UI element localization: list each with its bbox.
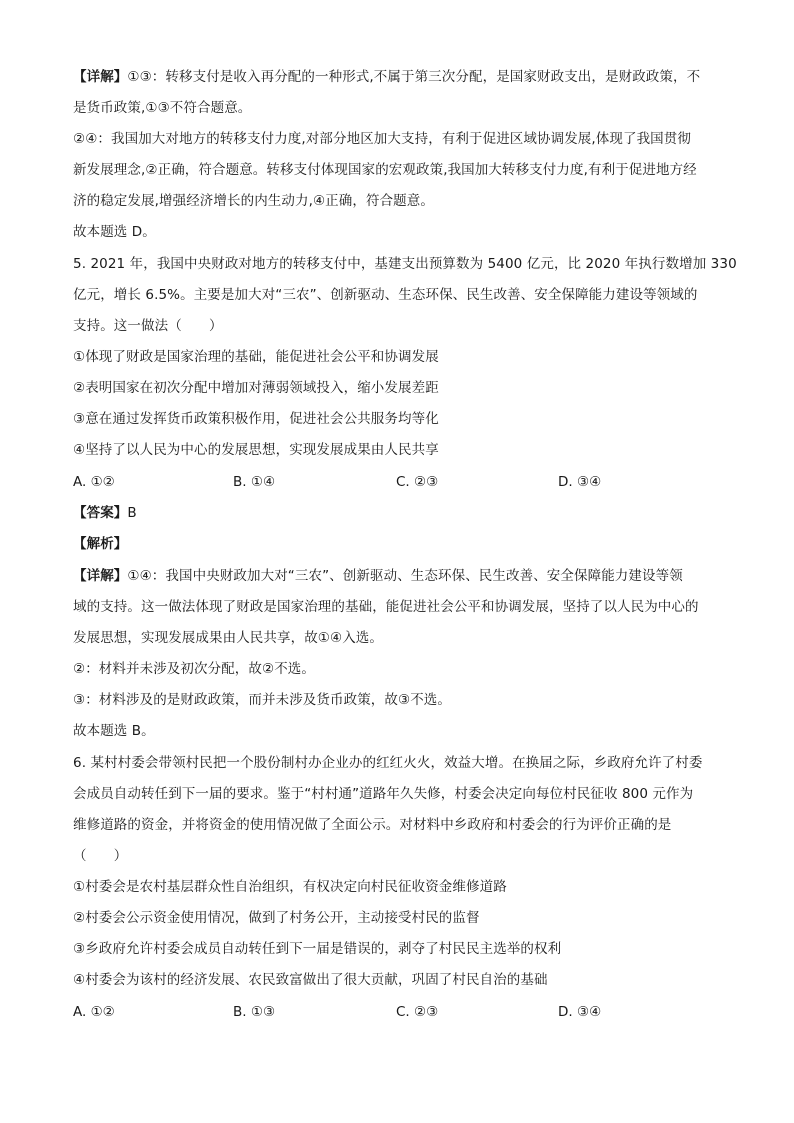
q5-item-3: ③意在通过发挥货币政策积极作用，促进社会公共服务均等化	[73, 411, 439, 427]
q5-stem-line-1: 5. 2021 年，我国中央财政对地方的转移支付中，基建支出预算数为 5400 亿元，比 2020 年执行数增加 330	[73, 256, 737, 272]
q5-answer-value: B	[127, 505, 137, 521]
q4-detail-line-2: 是货币政策,①③不符合题意。	[73, 100, 252, 116]
q6-item-2: ②村委会公示资金使用情况，做到了村务公开，主动接受村民的监督	[73, 910, 480, 926]
q5-stem-line-3: 支持。这一做法（ ）	[73, 318, 223, 334]
q4-detail-text-1: ①③：转移支付是收入再分配的一种形式,不属于第三次分配，是国家财政支出，是财政政策，不	[127, 69, 701, 85]
q4-detail-line-1	[73, 67, 700, 87]
q4-detail-tag: 【详解】	[73, 69, 128, 85]
q6-item-3: ③乡政府允许村委会成员自动转任到下一届是错误的，剥夺了村民民主选举的权利	[73, 941, 562, 957]
q5-detail-line-2: 域的支持。这一做法体现了财政是国家治理的基础，能促进社会公平和协调发展，坚持了以人民为中心的	[73, 599, 699, 615]
q6-options	[73, 1002, 733, 1022]
q5-stem-line-2: 亿元，增长 6.5%。主要是加大对“三农”、创新驱动、生态环保、民生改善、安全保障能力建设等领域的	[73, 287, 698, 303]
q6-item-4: ④村委会为该村的经济发展、农民致富做出了很大贡献，巩固了村民自治的基础	[73, 972, 548, 988]
q4-conclusion: 故本题选 D。	[73, 224, 156, 240]
q6-stem-line-4: （ ）	[73, 848, 128, 864]
q4-detail-line-5: 济的稳定发展,增强经济增长的内生动力,④正确，符合题意。	[73, 193, 434, 209]
q5-answer-tag: 【答案】	[73, 505, 128, 521]
q5-detail-line-5: ③：材料涉及的是财政政策，而并未涉及货币政策，故③不选。	[73, 692, 452, 708]
q5-item-1: ①体现了财政是国家治理的基础，能促进社会公平和协调发展	[73, 349, 439, 365]
q6-option-c: C. ②③	[396, 1004, 439, 1020]
q6-option-d: D. ③④	[558, 1004, 602, 1020]
q5-answer	[73, 503, 137, 523]
q6-item-1: ①村委会是农村基层群众性自治组织，有权决定向村民征收资金维修道路	[73, 879, 507, 895]
q5-item-4: ④坚持了以人民为中心的发展思想，实现发展成果由人民共享	[73, 442, 439, 458]
q6-option-a: A. ①②	[73, 1004, 115, 1020]
q5-option-a: A. ①②	[73, 474, 115, 490]
q5-detail-line-1	[73, 566, 683, 586]
q5-detail-text-1: ①④：我国中央财政加大对“三农”、创新驱动、生态环保、民生改善、安全保障能力建设等领	[127, 568, 683, 584]
q6-stem-line-2: 会成员自动转任到下一届的要求。鉴于“村村通”道路年久失修，村委会决定向每位村民征收 800 元作为	[73, 786, 694, 802]
q6-stem-line-3: 维修道路的资金，并将资金的使用情况做了全面公示。对材料中乡政府和村委会的行为评价正确的是	[73, 817, 672, 833]
q5-option-b: B. ①④	[233, 474, 276, 490]
q5-detail-line-4: ②：材料并未涉及初次分配，故②不选。	[73, 661, 316, 677]
q4-detail-line-4: 新发展理念,②正确，符合题意。转移支付体现国家的宏观政策,我国加大转移支付力度,有利于促进地方经	[73, 162, 697, 178]
q5-analysis-tag: 【解析】	[73, 536, 128, 552]
q5-options	[73, 472, 733, 492]
q5-item-2: ②表明国家在初次分配中增加对薄弱领域投入，缩小发展差距	[73, 380, 439, 396]
q6-option-b: B. ①③	[233, 1004, 276, 1020]
q5-detail-tag: 【详解】	[73, 568, 128, 584]
q4-detail-line-3: ②④：我国加大对地方的转移支付力度,对部分地区加大支持，有利于促进区域协调发展,体现了我国贯彻	[73, 131, 691, 147]
q5-option-d: D. ③④	[558, 474, 602, 490]
q5-option-c: C. ②③	[396, 474, 439, 490]
q5-conclusion: 故本题选 B。	[73, 723, 155, 739]
q6-stem-line-1: 6. 某村村委会带领村民把一个股份制村办企业办的红红火火，效益大增。在换届之际，乡政府允许了村委	[73, 755, 703, 771]
q5-detail-line-3: 发展思想，实现发展成果由人民共享，故①④入选。	[73, 630, 384, 646]
